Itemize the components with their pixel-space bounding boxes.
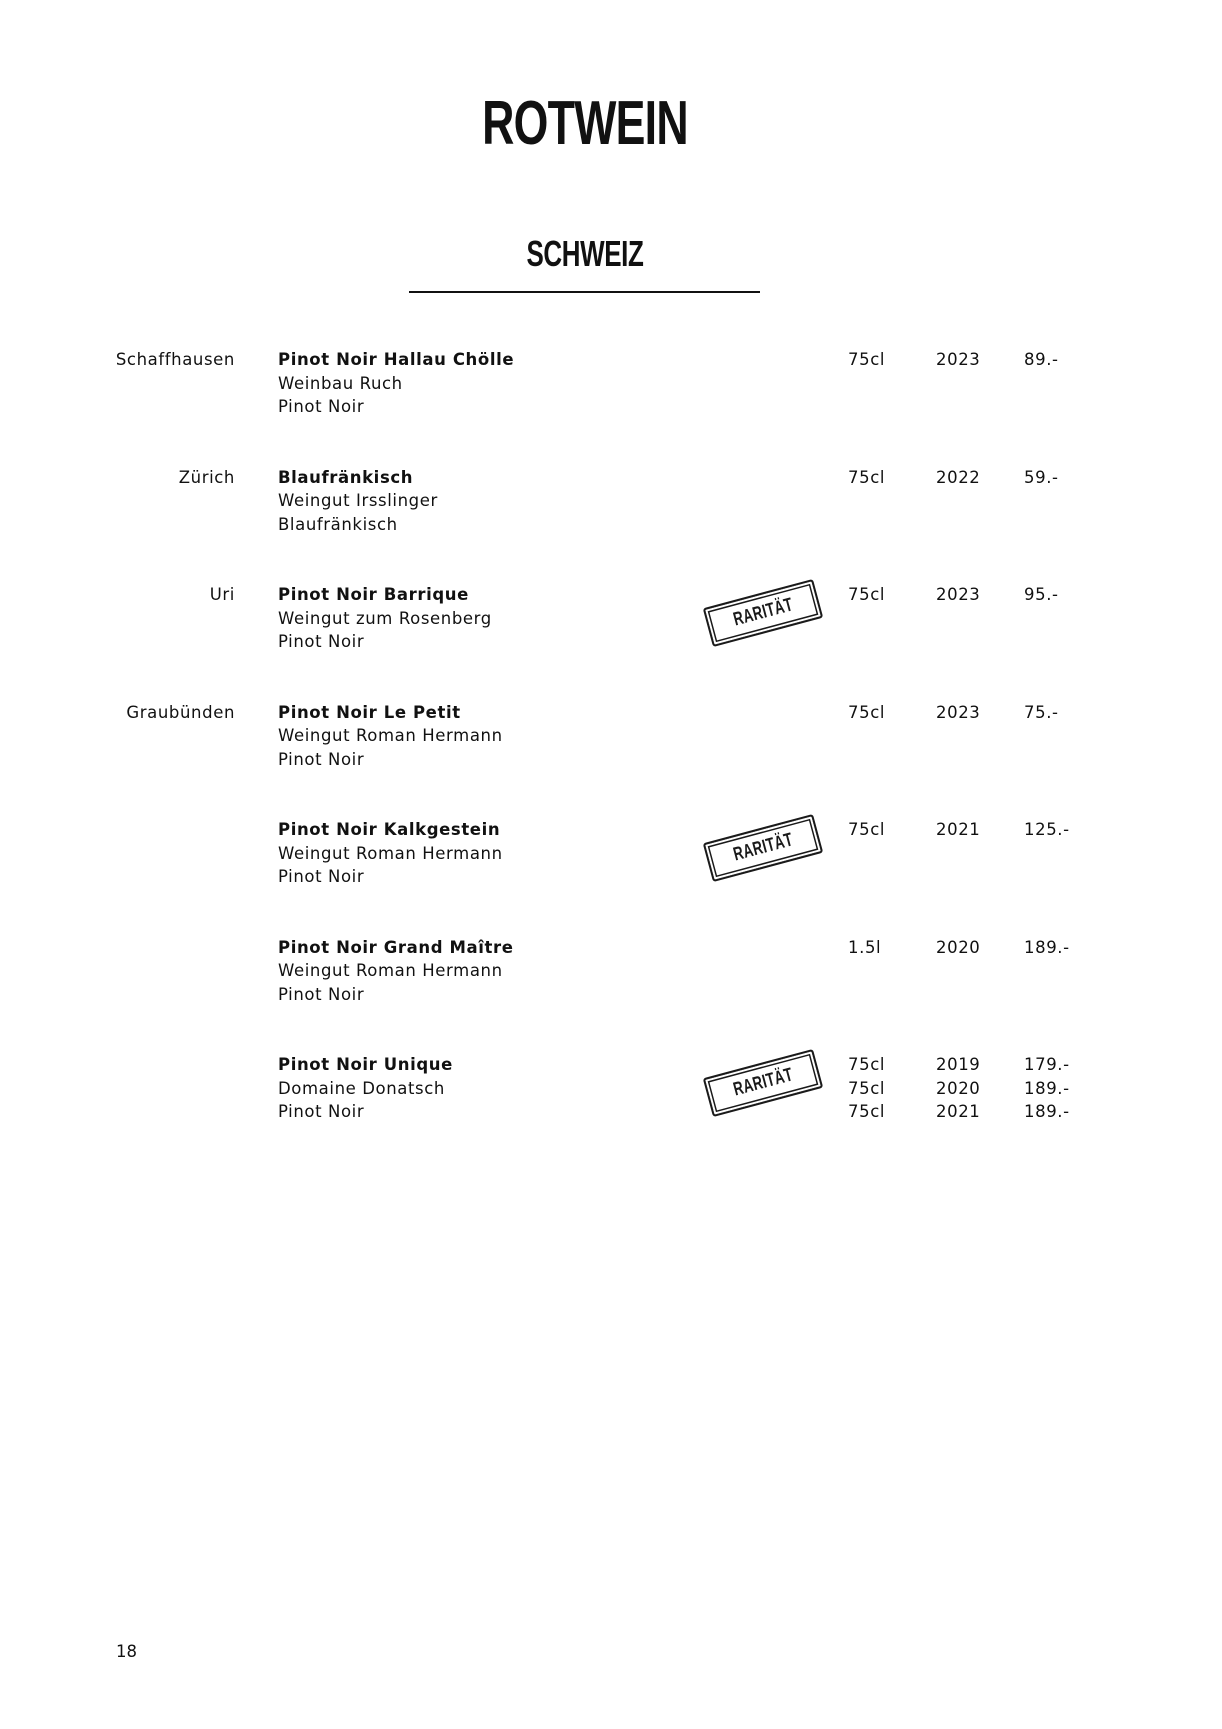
wine-name: Pinot Noir Kalkgestein xyxy=(278,820,501,839)
wine-price-column xyxy=(1024,583,1059,607)
bottle-size: 75cl xyxy=(848,350,886,369)
wine-entry xyxy=(0,348,1222,428)
wine-name: Pinot Noir Le Petit xyxy=(278,702,461,722)
vintage-year: 2021 xyxy=(936,820,981,839)
wine-entry xyxy=(0,936,1222,1016)
rarity-stamp xyxy=(703,579,823,647)
wine-price: 125.- xyxy=(1024,820,1070,839)
bottle-size-column xyxy=(848,1053,885,1124)
wine-region: Uri xyxy=(209,585,235,604)
bottle-size: 75cl xyxy=(848,1078,886,1098)
wine-price: 75.- xyxy=(1024,702,1059,722)
wine-price-column xyxy=(1024,348,1059,372)
bottle-size: 75cl xyxy=(848,467,886,487)
wine-grape: Pinot Noir xyxy=(278,632,365,651)
wine-region: Schaffhausen xyxy=(115,350,235,369)
wine-producer: Weingut Roman Hermann xyxy=(278,961,503,980)
bottle-size: 1.5l xyxy=(848,937,882,957)
wine-name: Pinot Noir Hallau Chölle xyxy=(278,350,515,369)
wine-entry xyxy=(0,1053,1222,1133)
page-title: ROTWEIN xyxy=(482,89,688,158)
bottle-size-column xyxy=(848,583,885,607)
wine-price-column xyxy=(1024,1053,1070,1124)
wine-info xyxy=(278,701,503,772)
vintage-year-column xyxy=(936,1053,980,1124)
wine-price: 179.- xyxy=(1024,1055,1070,1074)
wine-info xyxy=(278,936,514,1007)
rarity-stamp-label: RARITÄT xyxy=(730,594,795,631)
vintage-year-column xyxy=(936,818,980,842)
wine-entry xyxy=(0,701,1222,781)
wine-grape: Pinot Noir xyxy=(278,749,365,769)
rarity-stamp-label: RARITÄT xyxy=(730,1064,795,1101)
wine-price: 59.- xyxy=(1024,467,1059,487)
wine-name: Pinot Noir Unique xyxy=(278,1055,453,1074)
bottle-size-column xyxy=(848,936,881,960)
wine-info xyxy=(278,583,492,654)
wine-price: 89.- xyxy=(1024,350,1059,369)
page-number: 18 xyxy=(116,1642,137,1661)
rarity-stamp-label: RARITÄT xyxy=(730,829,795,866)
bottle-size: 75cl xyxy=(848,820,886,839)
wine-price-column xyxy=(1024,818,1070,842)
wine-producer: Weingut zum Rosenberg xyxy=(278,608,492,628)
wine-grape: Pinot Noir xyxy=(278,984,365,1004)
wine-entry xyxy=(0,583,1222,663)
bottle-size: 75cl xyxy=(848,1102,886,1121)
vintage-year: 2021 xyxy=(936,1102,981,1121)
vintage-year-column xyxy=(936,701,980,725)
wine-region: Graubünden xyxy=(126,702,235,722)
bottle-size-column xyxy=(848,701,885,725)
vintage-year-column xyxy=(936,583,980,607)
wine-info xyxy=(278,348,514,419)
wine-producer: Weingut Roman Hermann xyxy=(278,726,503,745)
wine-producer: Weingut Roman Hermann xyxy=(278,843,503,863)
wine-grape: Pinot Noir xyxy=(278,1102,365,1121)
bottle-size: 75cl xyxy=(848,585,886,604)
wine-info xyxy=(278,818,503,889)
wine-producer: Weingut Irsslinger xyxy=(278,491,438,510)
wine-producer: Domaine Donatsch xyxy=(278,1078,445,1098)
wine-name: Pinot Noir Barrique xyxy=(278,585,469,604)
wine-region: Zürich xyxy=(178,467,235,487)
wine-info xyxy=(278,466,438,537)
bottle-size-column xyxy=(848,348,885,372)
wine-price-column xyxy=(1024,936,1070,960)
wine-price: 189.- xyxy=(1024,1102,1070,1121)
vintage-year: 2023 xyxy=(936,350,981,369)
wine-producer: Weinbau Ruch xyxy=(278,373,403,393)
vintage-year: 2023 xyxy=(936,585,981,604)
rarity-stamp xyxy=(703,1049,823,1117)
vintage-year: 2023 xyxy=(936,702,981,722)
wine-name: Pinot Noir Grand Maître xyxy=(278,937,514,957)
wine-info xyxy=(278,1053,453,1124)
wine-grape: Pinot Noir xyxy=(278,397,365,416)
rarity-stamp xyxy=(703,814,823,882)
vintage-year: 2019 xyxy=(936,1055,981,1074)
wine-price: 95.- xyxy=(1024,585,1059,604)
wine-name: Blaufränkisch xyxy=(278,467,414,487)
wine-entry xyxy=(0,818,1222,898)
wine-price: 189.- xyxy=(1024,937,1070,957)
vintage-year-column xyxy=(936,348,980,372)
wine-price-column xyxy=(1024,701,1059,725)
wine-price: 189.- xyxy=(1024,1078,1070,1098)
bottle-size: 75cl xyxy=(848,1055,886,1074)
vintage-year: 2022 xyxy=(936,467,981,487)
vintage-year-column xyxy=(936,466,980,490)
vintage-year-column xyxy=(936,936,980,960)
bottle-size: 75cl xyxy=(848,702,886,722)
bottle-size-column xyxy=(848,466,885,490)
wine-grape: Pinot Noir xyxy=(278,867,365,886)
wine-grape: Blaufränkisch xyxy=(278,514,398,534)
bottle-size-column xyxy=(848,818,885,842)
vintage-year: 2020 xyxy=(936,1078,981,1098)
vintage-year: 2020 xyxy=(936,937,981,957)
wine-entry xyxy=(0,466,1222,546)
section-title: SCHWEIZ xyxy=(526,233,644,274)
wine-price-column xyxy=(1024,466,1059,490)
